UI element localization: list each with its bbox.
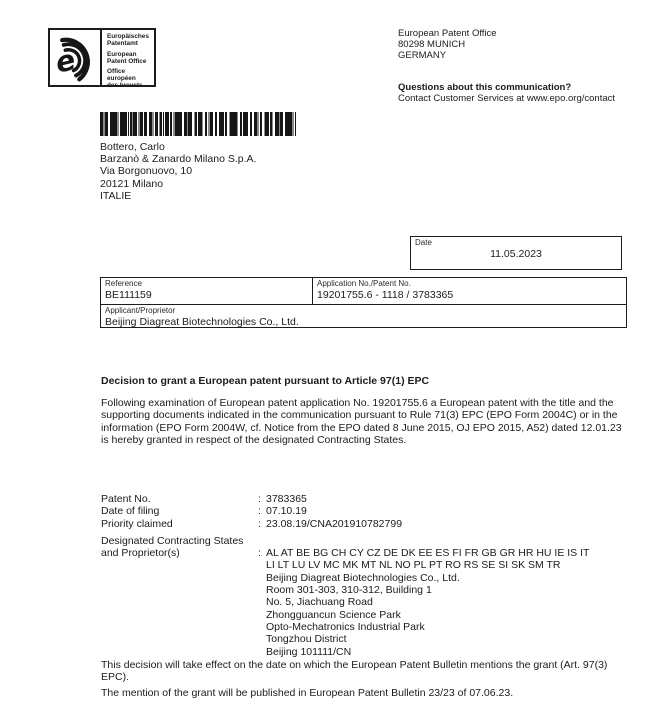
reference-table [100,277,627,328]
reference-label: Reference [105,279,142,288]
recipient-country: ITALIE [100,189,132,202]
colon-spacer [258,584,266,596]
detail-row-priority [101,518,589,530]
questions-heading: Questions about this communication? [398,82,572,93]
proprietor-name-line: Beijing Diagreat Biotechnologies Co., Ltd. [258,572,589,584]
date-value: 11.05.2023 [490,248,542,260]
priority-value: 23.08.19/CNA201910782799 [266,517,403,530]
reference-cell [101,278,313,304]
proprietor-address-line: Zhongguancun Science Park [258,609,589,621]
applicant-row [101,305,626,327]
colon: : [258,493,261,505]
patent-no-label: Patent No. [101,493,151,505]
states-line: LI LT LU LV MC MK MT NL NO PL PT RO RS SE SI SK SM TR [258,559,589,571]
effect-paragraph: This decision will take effect on the date on which the European Patent Bulletin mentions the grant (Art. 97(3) EPC). [101,659,608,684]
colon: : [258,517,261,530]
states-line: : AL AT BE BG CH CY CZ DE DK EE ES FI FR GB GR HR HU IE IS IT [258,547,590,560]
reference-row [101,278,626,305]
proprietor-address-line: Room 301-303, 310-312, Building 1 [258,584,589,596]
sender-line: GERMANY [398,49,447,61]
mention-paragraph: The mention of the grant will be published in European Patent Bulletin 23/23 of 07.06.23. [101,687,514,699]
filing-date-value: 07.10.19 [266,505,307,518]
logo-name-german: Europäisches Patentamt [107,33,149,47]
reference-value: BE111159 [105,288,152,301]
proprietor-address-line: Tongzhou District [258,633,589,645]
colon-spacer [258,559,266,571]
logo-name-english: European Patent Office [107,50,147,65]
colon-spacer [258,621,266,633]
sender-line: European Patent Office [398,28,497,39]
applicant-label: Applicant/Proprietor [105,306,176,315]
epo-logo-box [48,28,156,87]
recipient-name: Bottero, Carlo [100,141,165,153]
patent-details [101,493,589,658]
barcode-image [100,112,296,136]
designated-states-values [258,547,589,658]
detail-row-patent-no [101,493,589,505]
colon-spacer [258,596,266,608]
colon-spacer [258,646,266,658]
proprietor-address-line: No. 5, Jiachuang Road [258,596,589,608]
colon: : [258,547,261,560]
application-value: 19201755.6 - 1118 / 3783365 [317,288,454,301]
intro-paragraph: Following examination of European patent application No. 19201755.6 a European patent with the title and the supporting documents indicated in the communication pursuant to Rule 71(3) EPC (EPO Form 2004C) or in the information (EPO Form 2004W, cf. Notice from the EPO dated 8 June 2015, OJ EPO 2015, A52) dated 12.01.23 is hereby granted in respect of the designated Contracting States. [101,397,622,446]
application-label: Application No./Patent No. [317,279,411,288]
recipient-firm: Barzanò & Zanardo Milano S.p.A. [100,153,257,166]
decision-title: Decision to grant a European patent pursuant to Article 97(1) EPC [101,375,430,387]
questions-block [398,83,615,105]
patent-no-value: 3783365 [266,493,307,505]
epo-logo-icon [50,30,102,85]
application-cell [313,278,626,304]
date-box [410,236,622,270]
applicant-value: Beijing Diagreat Biotechnologies Co., Ltd. [105,315,299,328]
designated-states-label: Designated Contracting States and Proprietor(s) [101,534,244,560]
priority-label: Priority claimed [101,517,173,530]
sender-address [398,29,497,61]
filing-date-label: Date of filing [101,505,160,518]
proprietor-address-line: Beijing 101111/CN [258,646,589,658]
colon: : [258,505,261,518]
recipient-city: 20121 Milano [100,177,164,190]
logo-name-french: Office européen des brevets [107,68,143,89]
colon-spacer [258,572,266,584]
detail-row-designated-states [101,535,589,658]
recipient-address [100,141,256,202]
proprietor-address-line: Opto-Mechatronics Industrial Park [258,621,589,633]
epo-logo-names [102,30,154,89]
colon-spacer [258,609,266,621]
date-label: Date [415,238,432,247]
recipient-street: Via Borgonuovo, 10 [100,165,193,178]
svg-text:e: e [52,42,79,80]
sender-line: 80298 MUNICH [398,38,466,50]
colon-spacer [258,633,266,645]
detail-row-filing-date [101,505,589,517]
contact-line: Contact Customer Services at www.epo.org/contact [398,92,616,104]
